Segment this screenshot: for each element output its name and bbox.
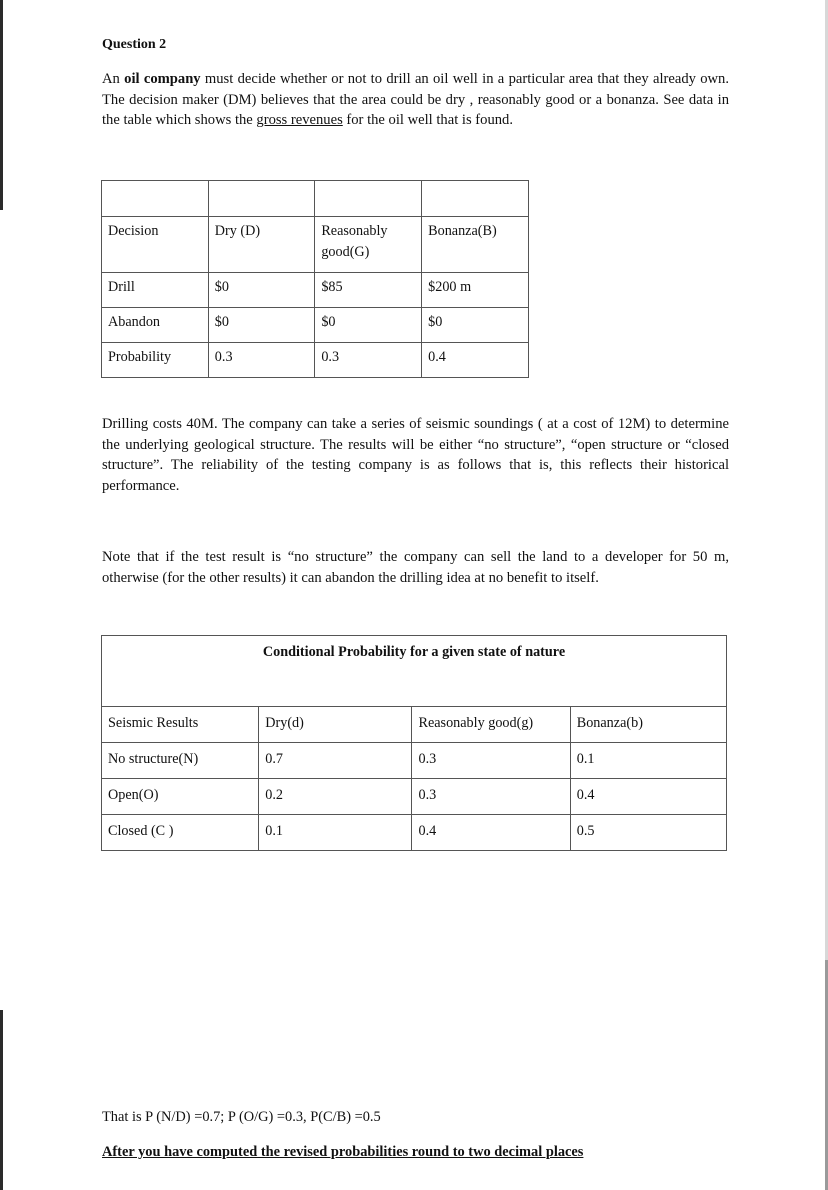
table-row (102, 308, 529, 343)
table-cell: $0 (208, 308, 315, 343)
table-cell: 0.1 (259, 815, 412, 851)
table-cell: 0.3 (208, 343, 315, 378)
intro-underlined-term: gross revenues (256, 112, 343, 129)
table-cell: 0.3 (412, 779, 570, 815)
table-cell: 0.1 (570, 743, 726, 779)
probability-footnote: That is P (N/D) =0.7; P (O/G) =0.3, P(C/B) =0.5 (102, 1109, 381, 1125)
table-row (102, 743, 727, 779)
table-cell: 0.3 (412, 743, 570, 779)
header-cell: Dry (D) (208, 217, 315, 273)
table-cell: 0.4 (570, 779, 726, 815)
table-cell: 0.4 (412, 815, 570, 851)
table-cell: 0.7 (259, 743, 412, 779)
drilling-cost-paragraph: Drilling costs 40M. The company can take a series of seismic soundings ( at a cost of 12M) to determine the underlying geological structure. The results will be either “no structure”, “open structure or “closed structure”. The reliability of the testing company is as follows that is, this reflects their historical performance. (102, 416, 729, 494)
rounding-instruction: After you have computed the revised probabilities round to two decimal places (102, 1144, 584, 1160)
header-cell: Decision (102, 217, 209, 273)
table-cell: $0 (208, 273, 315, 308)
payoff-table (101, 180, 529, 378)
conditional-probability-table (101, 635, 727, 851)
intro-paragraph (102, 69, 729, 131)
intro-text-middle: must decide whether or not to drill an oil well in a particular area that they already own. The decision maker (DM) believes that the area could be dry , reasonably good or a bonanza. See data in the table which shows the (102, 71, 729, 129)
table-cell: 0.4 (422, 343, 529, 378)
blank-cell (102, 181, 209, 217)
header-cell: Reasonably good(g) (412, 707, 570, 743)
table-cell: No structure(N) (102, 743, 259, 779)
table-cell: 0.2 (259, 779, 412, 815)
table-cell: $0 (422, 308, 529, 343)
table-row (102, 273, 529, 308)
table-cell: $0 (315, 308, 422, 343)
header-cell: Bonanza(B) (422, 217, 529, 273)
table-cell: Closed (C ) (102, 815, 259, 851)
header-cell: Reasonably good(G) (315, 217, 422, 273)
intro-text-start: An (102, 71, 125, 87)
table-cell: Abandon (102, 308, 209, 343)
header-cell: Seismic Results (102, 707, 259, 743)
payoff-table-blank-row (102, 181, 529, 217)
table-header-row (102, 707, 727, 743)
table-cell: Drill (102, 273, 209, 308)
intro-bold-term: oil company (124, 71, 201, 87)
header-cell: Bonanza(b) (570, 707, 726, 743)
header-cell: Dry(d) (259, 707, 412, 743)
table-cell: 0.3 (315, 343, 422, 378)
blank-cell (315, 181, 422, 217)
table-cell: $85 (315, 273, 422, 308)
table-cell: Probability (102, 343, 209, 378)
table-cell: 0.5 (570, 815, 726, 851)
table-title-row (102, 636, 727, 707)
blank-cell (208, 181, 315, 217)
question-heading: Question 2 (102, 37, 167, 52)
intro-text-end: for the oil well that is found. (342, 112, 513, 129)
left-shadow-edge (0, 0, 5, 1190)
table-row (102, 343, 529, 378)
table-title: Conditional Probability for a given state of nature (102, 636, 727, 707)
blank-cell (422, 181, 529, 217)
table-row (102, 779, 727, 815)
note-paragraph: Note that if the test result is “no structure” the company can sell the land to a developer for 50 m, otherwise (for the other results) it can abandon the drilling idea at no benefit to itself. (102, 549, 729, 586)
payoff-table-header-row (102, 217, 529, 273)
table-row (102, 815, 727, 851)
table-cell: $200 m (422, 273, 529, 308)
table-cell: Open(O) (102, 779, 259, 815)
